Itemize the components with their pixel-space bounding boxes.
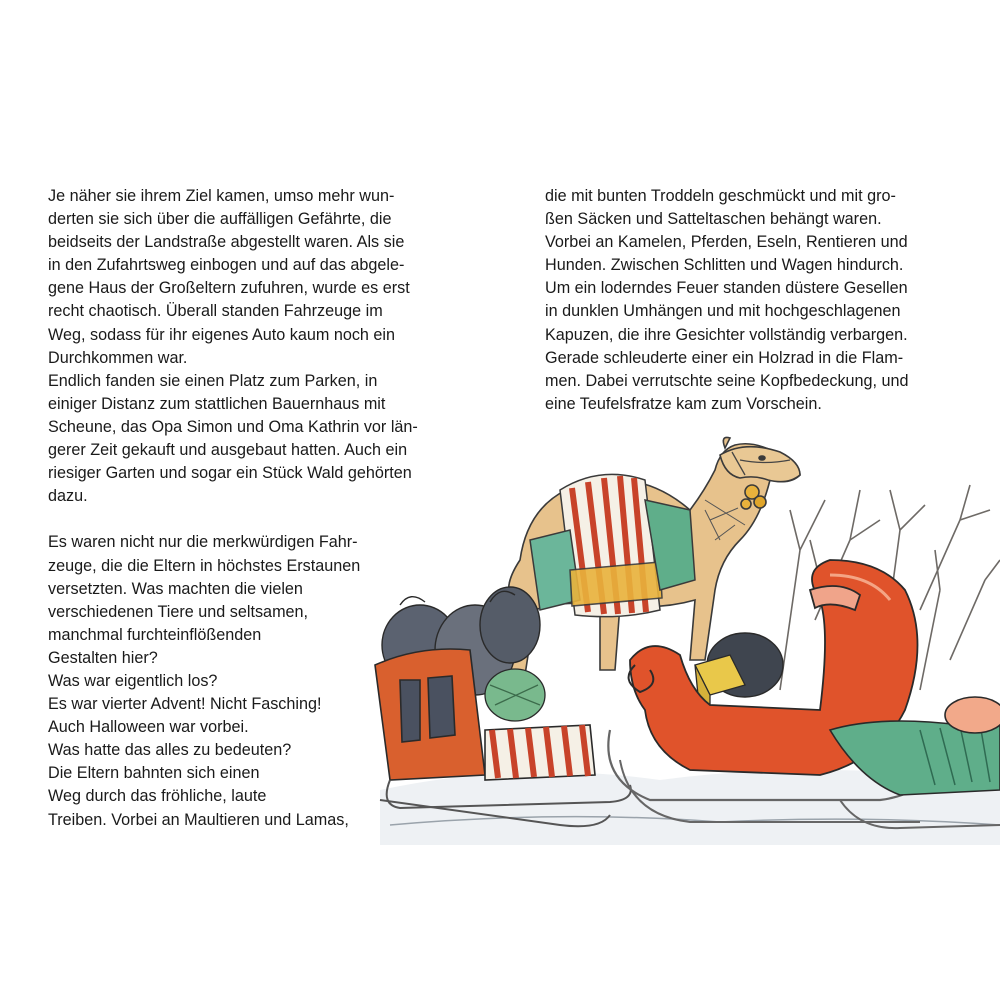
text-line: verschiedenen Tiere und seltsamen, <box>48 602 309 621</box>
text-line: Es waren nicht nur die merkwürdigen Fahr- <box>48 533 358 552</box>
sack <box>480 587 540 663</box>
text-line: Kapuzen, die ihre Gesichter vollständig verbargen. <box>545 325 908 344</box>
text-line: beidseits der Landstraße abgestellt waren. Als sie <box>48 233 405 252</box>
camel-ear <box>723 437 730 448</box>
paragraph <box>545 185 909 416</box>
text-line: versetzten. Was machten die vielen <box>48 579 303 598</box>
saddle-gold-trim <box>570 562 662 606</box>
text-line: Weg durch das fröhliche, laute <box>48 787 267 806</box>
text-line: gerer Zeit gekauft und ausgebaut hatten. Auch ein <box>48 441 408 460</box>
text-line: die mit bunten Troddeln geschmückt und mit gro- <box>545 187 896 205</box>
sled-and-camel-illustration <box>360 430 1000 845</box>
text-line: ßen Säcken und Satteltaschen behängt waren. <box>545 210 882 229</box>
text-line: Endlich fanden sie einen Platz zum Parken, in <box>48 371 378 390</box>
text-line: Es war vierter Advent! Nicht Fasching! <box>48 695 322 714</box>
text-column-right <box>545 185 909 416</box>
text-line: Weg, sodass für ihr eigenes Auto kaum noch ein <box>48 325 396 344</box>
text-line: Was war eigentlich los? <box>48 671 218 690</box>
text-line: Scheune, das Opa Simon und Oma Kathrin vor län- <box>48 417 418 436</box>
text-line: recht chaotisch. Überall standen Fahrzeuge im <box>48 302 383 321</box>
text-line: Vorbei an Kamelen, Pferden, Eseln, Rentieren und <box>545 233 908 252</box>
text-line: Treiben. Vorbei an Maultieren und Lamas, <box>48 810 349 829</box>
text-line: Was hatte das alles zu bedeuten? <box>48 741 292 760</box>
text-line: Um ein loderndes Feuer standen düstere Gesellen <box>545 279 908 298</box>
pink-cushion <box>945 697 1000 733</box>
camel-eye <box>759 456 765 460</box>
text-line: Je näher sie ihrem Ziel kamen, umso mehr wun- <box>48 187 395 205</box>
text-line: men. Dabei verrutschte seine Kopfbedeckung, und <box>545 371 909 390</box>
text-line: manchmal furchteinflößenden <box>48 625 262 644</box>
text-line: Durchkommen war. <box>48 348 188 367</box>
text-line: Auch Halloween war vorbei. <box>48 718 249 737</box>
text-line: eine Teufelsfratze kam zum Vorschein. <box>545 394 822 413</box>
text-line: in dunklen Umhängen und mit hochgeschlagenen <box>545 302 901 321</box>
text-line: derten sie sich über die auffälligen Gefährte, die <box>48 210 392 229</box>
text-line: Die Eltern bahnten sich einen <box>48 764 260 783</box>
text-line: Gerade schleuderte einer ein Holzrad in die Flam- <box>545 348 904 367</box>
text-line: dazu. <box>48 487 88 506</box>
text-line: einiger Distanz zum stattlichen Bauernhaus mit <box>48 394 386 413</box>
sled-seat <box>485 725 595 780</box>
text-line: Hunden. Zwischen Schlitten und Wagen hindurch. <box>545 256 904 275</box>
text-line: zeuge, die die Eltern in höchstes Erstaunen <box>48 556 361 575</box>
text-line: Gestalten hier? <box>48 648 158 667</box>
text-line: gene Haus der Großeltern zufuhren, wurde es erst <box>48 279 410 298</box>
green-parcel <box>485 669 545 721</box>
text-line: in den Zufahrtsweg einbogen und auf das abgele- <box>48 256 405 275</box>
text-line: riesiger Garten und sogar ein Stück Wald gehörten <box>48 464 412 483</box>
